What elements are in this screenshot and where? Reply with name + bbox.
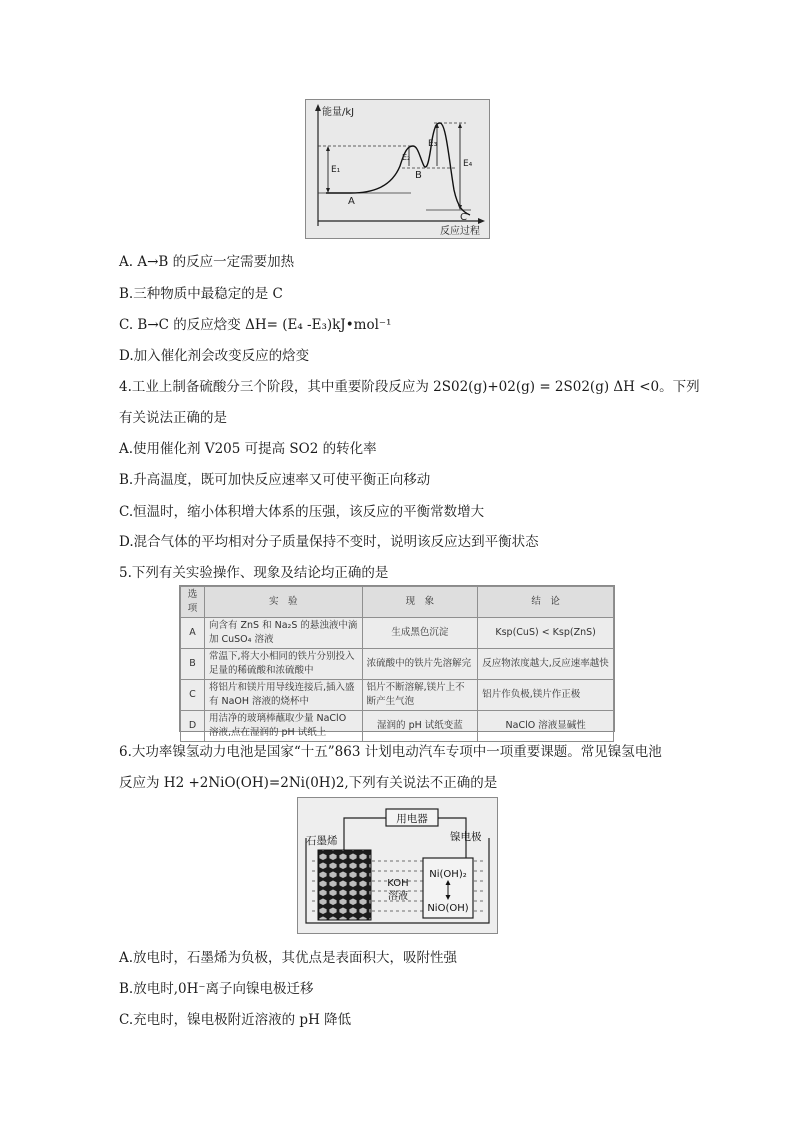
q4-option-d: D.混合气体的平均相对分子质量保持不变时，说明该反应达到平衡状态: [119, 534, 539, 550]
experiment-table-figure: [179, 585, 615, 738]
energy-profile-figure: [305, 99, 490, 239]
table-row: [181, 618, 614, 649]
cell-option: D: [181, 711, 205, 742]
table-row: [181, 680, 614, 711]
q6-option-b: B.放电时,0H⁻离子向镍电极迁移: [119, 981, 314, 997]
table-header-row: [181, 587, 614, 618]
q6-stem-line2: 反应为 H2 +2NiO(OH)=2Ni(0H)2,下列有关说法不正确的是: [119, 775, 498, 791]
electrolyte-label-1: KOH: [387, 878, 409, 889]
y-axis-arrow: [315, 104, 321, 111]
cell-experiment: 常温下,将大小相同的铁片分别投入足量的稀硫酸和浓硫酸中: [204, 649, 362, 680]
header-option: 选 项: [181, 587, 205, 618]
cell-conclusion: Ksp(CuS) < Ksp(ZnS): [478, 618, 614, 649]
cell-phenomenon: 浓硫酸中的铁片先溶解完: [362, 649, 478, 680]
label-A: A: [348, 196, 355, 207]
x-axis-arrow: [478, 218, 485, 224]
q3-option-b: B.三种物质中最稳定的是 C: [119, 286, 283, 302]
experiment-table: [180, 586, 614, 742]
cell-phenomenon: 湿润的 pH 试纸变蓝: [362, 711, 478, 742]
x-axis-label: 反应过程: [440, 226, 480, 237]
load-device-label: 用电器: [396, 813, 428, 825]
cell-phenomenon: 铝片不断溶解,镁片上不断产生气泡: [362, 680, 478, 711]
q6-option-a: A.放电时，石墨烯为负极，其优点是表面积大，吸附性强: [119, 950, 458, 966]
cell-conclusion: 反应物浓度越大,反应速率越快: [478, 649, 614, 680]
E1-arrowhead-bottom: [326, 188, 330, 193]
E4-arrowhead-top: [458, 123, 462, 128]
label-E2: E₂: [402, 153, 411, 162]
table-row: [181, 649, 614, 680]
E1-arrowhead-top: [326, 146, 330, 151]
graphene-electrode: [318, 850, 371, 920]
q3-option-a: A. A→B 的反应一定需要加热: [119, 254, 295, 270]
wire-left: [344, 818, 386, 850]
y-axis-label: 能量/kJ: [322, 107, 355, 118]
q4-option-a: A.使用催化剂 V205 可提高 SO2 的转化率: [119, 441, 377, 457]
q6-stem-line1: 6.大功率镍氢动力电池是国家“十五”863 计划电动汽车专项中一项重要课题。常见镍氢电池: [119, 744, 662, 760]
header-experiment: 实 验: [204, 587, 362, 618]
cell-option: B: [181, 649, 205, 680]
cell-experiment: 向含有 ZnS 和 Na₂S 的悬浊液中滴加 CuSO₄ 溶液: [204, 618, 362, 649]
cell-phenomenon: 生成黑色沉淀: [362, 618, 478, 649]
cell-option: A: [181, 618, 205, 649]
header-conclusion: 结 论: [478, 587, 614, 618]
q5-stem: 5.下列有关实验操作、现象及结论均正确的是: [119, 565, 389, 581]
q3-option-c: C. B→C 的反应焓变 ΔH= (E₄ -E₃)kJ•mol⁻¹: [119, 317, 392, 333]
electrolyte-label-2: 溶液: [388, 891, 408, 902]
label-E1: E₁: [331, 165, 341, 175]
battery-figure: [297, 797, 498, 934]
q4-option-c: C.恒温时，缩小体积增大体系的压强，该反应的平衡常数增大: [119, 504, 485, 520]
nioh2-label: Ni(OH)₂: [429, 869, 467, 880]
label-C: C: [460, 212, 467, 223]
q4-stem-line1: 4.工业上制备硫酸分三个阶段，其中重要阶段反应为 2S02(g)+02(g) = 2S02(g) ΔH <0。下列: [119, 379, 700, 395]
table-row: [181, 711, 614, 742]
cell-conclusion: 铝片作负极,镁片作正极: [478, 680, 614, 711]
label-E4: E₄: [463, 159, 473, 169]
q6-option-c: C.充电时，镍电极附近溶液的 pH 降低: [119, 1012, 352, 1028]
niooh-label: NiO(OH): [427, 903, 469, 914]
header-phenomenon: 现 象: [362, 587, 478, 618]
graphene-label: 石墨烯: [306, 835, 338, 847]
nickel-electrode-label: 镍电极: [450, 831, 482, 843]
label-B: B: [415, 170, 422, 181]
q4-stem-line2: 有关说法正确的是: [119, 410, 227, 426]
cell-conclusion: NaClO 溶液显碱性: [478, 711, 614, 742]
cell-option: C: [181, 680, 205, 711]
cell-experiment: 用洁净的玻璃棒蘸取少量 NaClO 溶液,点在湿润的 pH 试纸上: [204, 711, 362, 742]
label-E3: E₃: [428, 139, 438, 149]
cell-experiment: 将铝片和镁片用导线连接后,插入盛有 NaOH 溶液的烧杯中: [204, 680, 362, 711]
q3-option-d: D.加入催化剂会改变反应的焓变: [119, 348, 310, 364]
q4-option-b: B.升高温度，既可加快反应速率又可使平衡正向移动: [119, 472, 431, 488]
